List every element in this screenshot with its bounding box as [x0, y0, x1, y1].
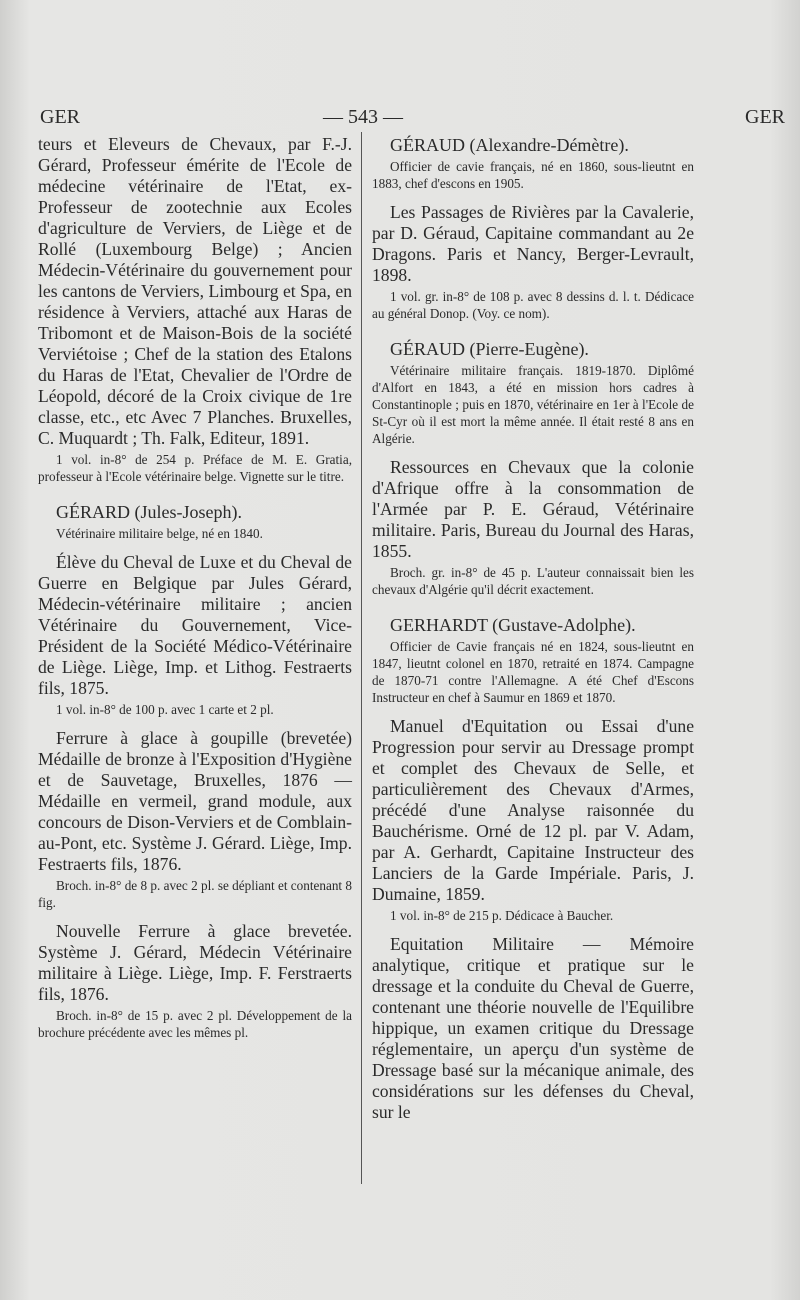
- entry-note: 1 vol. in-8° de 254 p. Préface de M. E. Gratia, professeur à l'Ecole vétérinaire belge. Vignette sur le titre.: [38, 452, 352, 484]
- author-heading: GÉRARD (Jules-Joseph).: [56, 502, 242, 522]
- right-column: [372, 134, 694, 1123]
- page-header: [40, 106, 785, 136]
- running-head-right: GER: [745, 106, 785, 128]
- entry-text: Ressources en Chevaux que la colonie d'Afrique offre à la consommation de l'Armée par P. E. Géraud, Vétérinaire militaire. Paris, Bureau du Journal des Haras, 1855.: [372, 457, 694, 561]
- entry-text: Élève du Cheval de Luxe et du Cheval de Guerre en Belgique par Jules Gérard, Médecin-vétérinaire militaire ; ancien Vétérinaire du Gouvernement, Vice-Président de la Société Médico-Vétérinaire de Liège. Liège, Imp. et Lithog. Festraerts fils, 1875.: [38, 552, 352, 698]
- entry-note: Broch. gr. in-8° de 45 p. L'auteur connaissait bien les chevaux d'Algérie qu'il décrit exactement.: [372, 565, 694, 597]
- author-bio: Officier de Cavie français né en 1824, sous-lieutnt en 1847, lieutnt colonel en 1870, retraité en 1874. Campagne de 1870-71 contre l'Allemagne. A été Chef d'Escons Instructeur en chef à Saumur en 1869 et 1870.: [372, 639, 694, 705]
- author-heading: GERHARDT (Gustave-Adolphe).: [390, 615, 636, 635]
- entry-text: Manuel d'Equitation ou Essai d'une Progression pour servir au Dressage prompt et complet des Chevaux de Selle, et particulièrement des Chevaux d'Armes, précédé d'une Analyse raisonnée du Bauchérisme. Orné de 12 pl. par V. Adam, par A. Gerhardt, Capitaine Instructeur des Lanciers de la Garde Impériale. Paris, J. Dumaine, 1859.: [372, 716, 694, 904]
- entry-note: 1 vol. in-8° de 215 p. Dédicace à Baucher.: [390, 908, 614, 923]
- entry-note: Broch. in-8° de 15 p. avec 2 pl. Développement de la brochure précédente avec les mêmes pl.: [38, 1008, 352, 1040]
- author-heading: GÉRAUD (Alexandre-Démètre).: [390, 135, 629, 155]
- page-number: — 543 —: [323, 106, 403, 128]
- entry-note: 1 vol. in-8° de 100 p. avec 1 carte et 2 pl.: [56, 702, 274, 717]
- entry-text: Ferrure à glace à goupille (brevetée) Médaille de bronze à l'Exposition d'Hygiène et de Sauvetage, Bruxelles, 1876 — Médaille en vermeil, grand module, aux concours de Dison-Verviers et de Comblain-au-Pont, etc. Système J. Gérard. Liège, Imp. Festraerts fils, 1876.: [38, 728, 352, 874]
- running-head-left: GER: [40, 106, 80, 128]
- author-bio: Officier de cavie français, né en 1860, sous-lieutnt en 1883, chef d'escons en 1905.: [372, 159, 694, 191]
- entry-text: Nouvelle Ferrure à glace brevetée. Système J. Gérard, Médecin Vétérinaire militaire à Liège. Liège, Imp. F. Ferstraerts fils, 1876.: [38, 921, 352, 1004]
- author-heading: GÉRAUD (Pierre-Eugène).: [390, 339, 589, 359]
- left-column: [38, 134, 352, 1041]
- column-divider: [361, 132, 362, 1184]
- entry-note: Broch. in-8° de 8 p. avec 2 pl. se dépliant et contenant 8 fig.: [38, 878, 352, 910]
- entry-text: Les Passages de Rivières par la Cavalerie, par D. Géraud, Capitaine commandant au 2e Dragons. Paris et Nancy, Berger-Levrault, 1898.: [372, 202, 694, 285]
- author-bio: Vétérinaire militaire belge, né en 1840.: [56, 526, 263, 541]
- author-bio: Vétérinaire militaire français. 1819-1870. Diplômé d'Alfort en 1843, a été en mission hors cadres à Constantinople ; puis en 1870, vétérinaire en 1er à l'Ecole de St-Cyr où il est mort la même année. Il était resté 8 ans en Algérie.: [372, 363, 694, 446]
- entry-text: teurs et Eleveurs de Chevaux, par F.-J. Gérard, Professeur émérite de l'Ecole de médecine vétérinaire de l'Etat, ex-Professeur de zootechnie aux Ecoles d'agriculture de Verviers, de Liège et de Rollé (Luxembourg Belge) ; Ancien Médecin-Vétérinaire du gouvernement pour les cantons de Verviers, Limbourg et Spa, en résidence à Verviers, attaché aux Haras de Tribomont et de Maison-Bois de la société Verviétoise ; Chef de la station des Etalons du Haras de l'Etat, Chevalier de l'Ordre de Léopold, décoré de la Croix civique de 1re classe, etc., etc Avec 7 Planches. Bruxelles, C. Muquardt ; Th. Falk, Editeur, 1891.: [38, 134, 352, 448]
- entry-text: Equitation Militaire — Mémoire analytique, critique et pratique sur le dressage et la conduite du Cheval de Guerre, contenant une théorie nouvelle de l'Equilibre hippique, un examen critique du Dressage réglementaire, un aperçu d'un système de Dressage basé sur la mécanique animale, des considérations sur les défenses du Cheval, sur le: [372, 934, 694, 1122]
- entry-note: 1 vol. gr. in-8° de 108 p. avec 8 dessins d. l. t. Dédicace au général Donop. (Voy. ce nom).: [372, 289, 694, 321]
